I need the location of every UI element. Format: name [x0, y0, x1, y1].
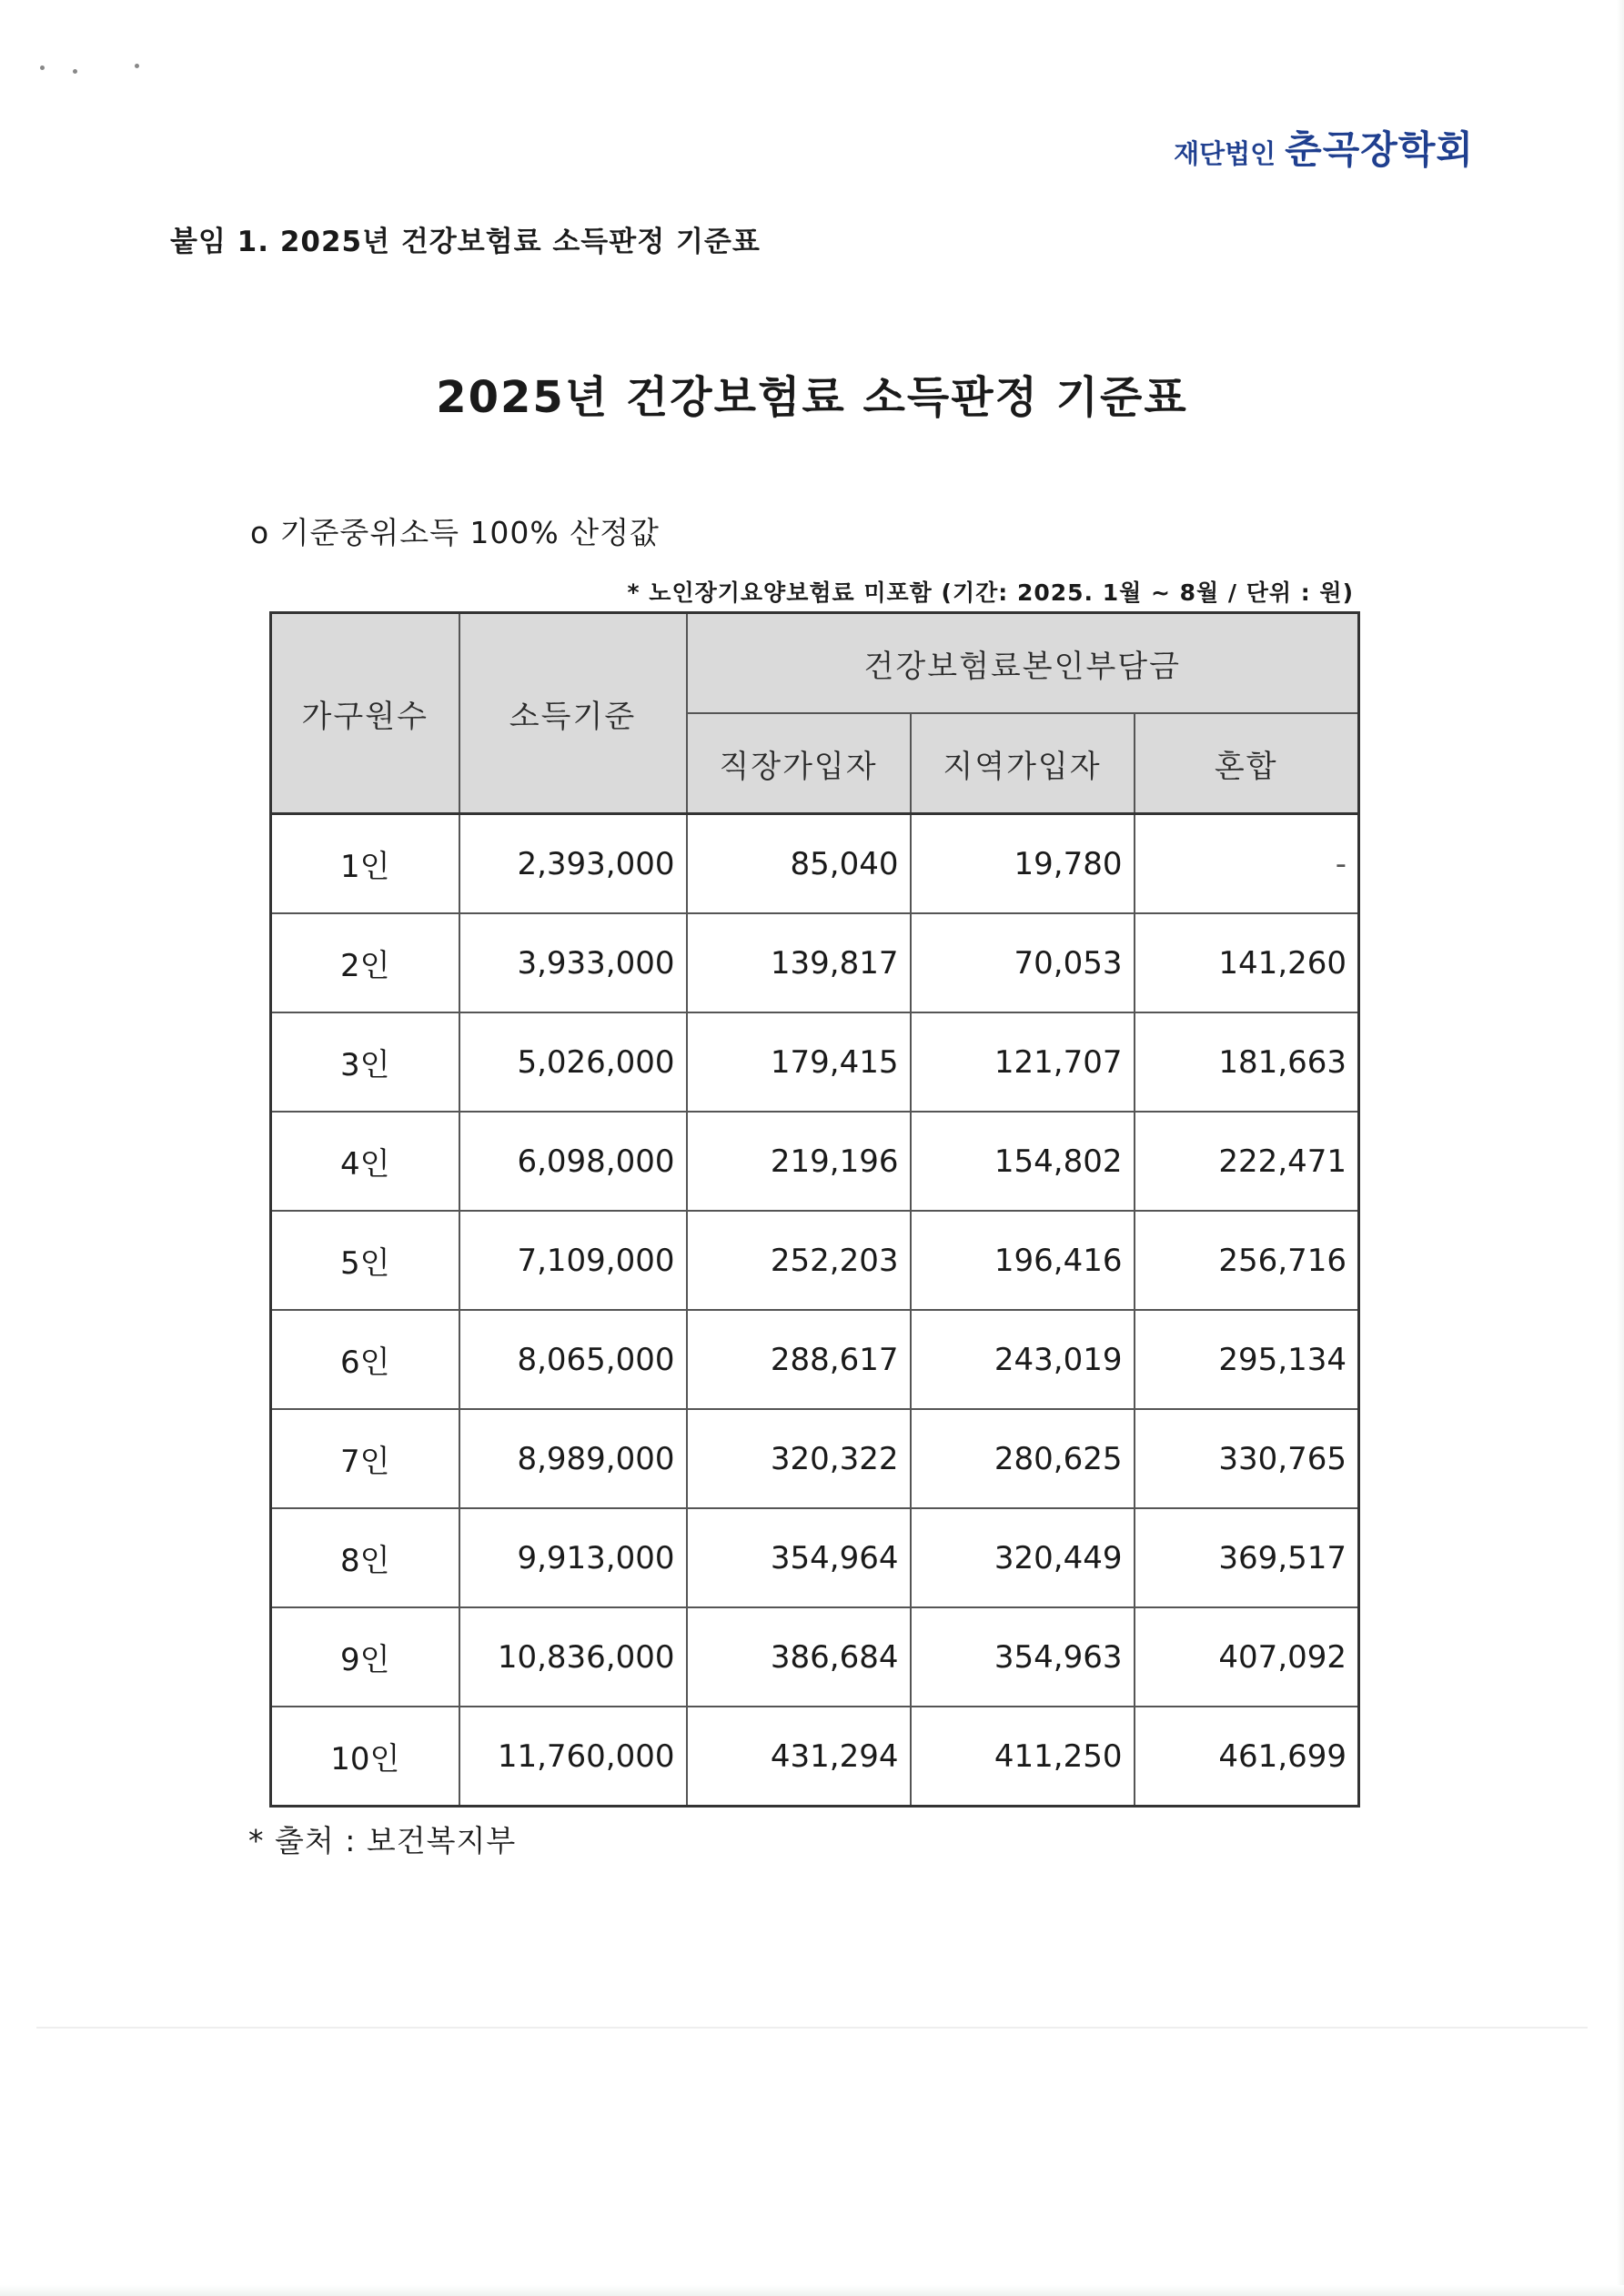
cell-regional: 243,019 [911, 1310, 1135, 1409]
table-body [271, 814, 1359, 1807]
table-row [271, 1409, 1359, 1508]
scan-line [36, 2027, 1588, 2029]
cell-mixed: 407,092 [1135, 1607, 1359, 1707]
table-row [271, 1508, 1359, 1607]
organization-logo [1174, 120, 1474, 175]
cell-mixed: - [1135, 814, 1359, 914]
header-regional: 지역가입자 [911, 713, 1135, 814]
cell-employee: 219,196 [687, 1112, 911, 1211]
table-row [271, 814, 1359, 914]
header-mixed: 혼합 [1135, 713, 1359, 814]
cell-employee: 252,203 [687, 1211, 911, 1310]
table-row [271, 1310, 1359, 1409]
section-heading: o 기준중위소득 100% 산정값 [250, 515, 660, 550]
cell-household: 1인 [271, 814, 459, 914]
cell-mixed: 369,517 [1135, 1508, 1359, 1607]
table-row [271, 1012, 1359, 1112]
cell-mixed: 295,134 [1135, 1310, 1359, 1409]
scan-edge [1617, 0, 1624, 2296]
cell-employee: 85,040 [687, 814, 911, 914]
table-row [271, 1607, 1359, 1707]
cell-employee: 431,294 [687, 1707, 911, 1807]
header-employee: 직장가입자 [687, 713, 911, 814]
cell-mixed: 141,260 [1135, 913, 1359, 1012]
header-household: 가구원수 [271, 613, 459, 814]
cell-household: 5인 [271, 1211, 459, 1310]
table-row [271, 1707, 1359, 1807]
cell-income: 10,836,000 [459, 1607, 687, 1707]
cell-regional: 280,625 [911, 1409, 1135, 1508]
document-title: 2025년 건강보험료 소득판정 기준표 [436, 372, 1188, 423]
cell-income: 9,913,000 [459, 1508, 687, 1607]
organization-prefix: 재단법인 [1174, 138, 1276, 169]
income-criteria-table [269, 611, 1360, 1808]
income-table-container [269, 611, 1357, 1808]
cell-regional: 411,250 [911, 1707, 1135, 1807]
organization-name: 춘곡장학회 [1285, 127, 1474, 172]
cell-household: 10인 [271, 1707, 459, 1807]
cell-regional: 354,963 [911, 1607, 1135, 1707]
source-note: * 출처 : 보건복지부 [248, 1823, 517, 1858]
cell-regional: 154,802 [911, 1112, 1135, 1211]
cell-employee: 288,617 [687, 1310, 911, 1409]
table-row [271, 1112, 1359, 1211]
cell-income: 2,393,000 [459, 814, 687, 914]
cell-mixed: 256,716 [1135, 1211, 1359, 1310]
scan-speck [40, 65, 45, 70]
table-row [271, 913, 1359, 1012]
cell-household: 3인 [271, 1012, 459, 1112]
cell-household: 2인 [271, 913, 459, 1012]
cell-regional: 196,416 [911, 1211, 1135, 1310]
cell-income: 3,933,000 [459, 913, 687, 1012]
cell-household: 6인 [271, 1310, 459, 1409]
cell-employee: 386,684 [687, 1607, 911, 1707]
cell-employee: 179,415 [687, 1012, 911, 1112]
cell-regional: 320,449 [911, 1508, 1135, 1607]
cell-regional: 19,780 [911, 814, 1135, 914]
cell-income: 11,760,000 [459, 1707, 687, 1807]
cell-household: 7인 [271, 1409, 459, 1508]
cell-income: 8,989,000 [459, 1409, 687, 1508]
cell-mixed: 330,765 [1135, 1409, 1359, 1508]
scan-bottom-edge [0, 2285, 1624, 2296]
cell-employee: 354,964 [687, 1508, 911, 1607]
cell-income: 7,109,000 [459, 1211, 687, 1310]
scan-speck [135, 64, 139, 68]
table-row [271, 1211, 1359, 1310]
cell-household: 4인 [271, 1112, 459, 1211]
cell-regional: 121,707 [911, 1012, 1135, 1112]
cell-regional: 70,053 [911, 913, 1135, 1012]
cell-income: 5,026,000 [459, 1012, 687, 1112]
header-premium-group: 건강보험료본인부담금 [687, 613, 1359, 714]
cell-mixed: 461,699 [1135, 1707, 1359, 1807]
cell-income: 6,098,000 [459, 1112, 687, 1211]
cell-income: 8,065,000 [459, 1310, 687, 1409]
cell-mixed: 222,471 [1135, 1112, 1359, 1211]
cell-employee: 139,817 [687, 913, 911, 1012]
table-note: * 노인장기요양보험료 미포함 (기간: 2025. 1월 ~ 8월 / 단위 : 원) [627, 579, 1354, 606]
header-income: 소득기준 [459, 613, 687, 814]
cell-household: 8인 [271, 1508, 459, 1607]
cell-employee: 320,322 [687, 1409, 911, 1508]
cell-mixed: 181,663 [1135, 1012, 1359, 1112]
scan-speck [73, 69, 77, 74]
attachment-label: 붙임 1. 2025년 건강보험료 소득판정 기준표 [170, 226, 761, 258]
cell-household: 9인 [271, 1607, 459, 1707]
